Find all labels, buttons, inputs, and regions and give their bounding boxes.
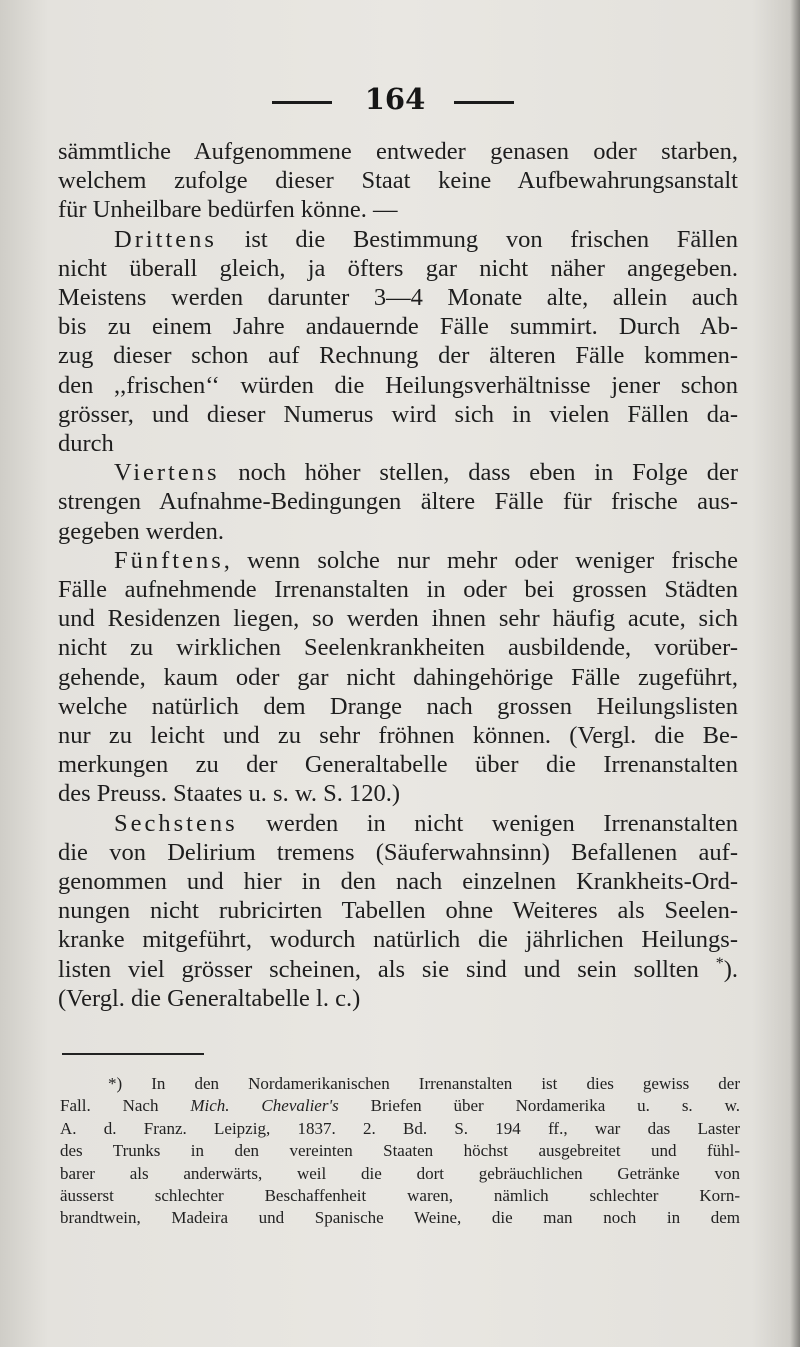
header-rule-left — [272, 101, 332, 104]
text-fragment: Fall. Nach — [60, 1096, 191, 1116]
paragraph-lead-word: Fünftens — [114, 546, 224, 574]
text-line: gegeben werden. — [58, 517, 224, 545]
text-line: nungen nicht rubricirten Tabellen ohne Weiteres als Seelen- — [58, 897, 738, 925]
text-fragment: , wenn solche nur mehr oder weniger frische — [223, 546, 738, 574]
text-line: sämmtliche Aufgenommene entweder genasen oder starben, — [58, 138, 738, 165]
footnote-line: barer als anderwärts, weil die dort gebräuchlichen Getränke von — [60, 1163, 740, 1183]
text-line: durch — [58, 430, 114, 458]
text-line: Meistens werden darunter 3—4 Monate alte, allein auch — [58, 284, 738, 312]
main-text — [58, 137, 738, 1013]
text-line: nur zu leicht und zu sehr fröhnen können. (Vergl. die Be- — [58, 722, 738, 750]
text-line: gehende, kaum oder gar nicht dahingehörige Fälle zugeführt, — [58, 663, 738, 691]
paragraph-lead-word: Sechstens — [114, 809, 238, 837]
page-header — [0, 82, 800, 122]
text-line: kranke mitgeführt, wodurch natürlich die jährlichen Heilungs- — [58, 926, 738, 954]
footnote-marker: *) — [108, 1074, 123, 1093]
text-line: die von Delirium tremens (Säuferwahnsinn) Befallenen auf- — [58, 838, 738, 866]
text-line: des Preuss. Staates u. s. w. S. 120.) — [58, 780, 401, 808]
footnote — [60, 1073, 740, 1230]
text-line: welche natürlich dem Drange nach grossen Heilungslisten — [58, 692, 738, 720]
text-fragment: noch höher stellen, dass eben in Folge der — [219, 459, 738, 487]
paragraph-sechstens — [58, 809, 738, 838]
text-fragment: listen viel grösser scheinen, als sie sind und sein sollten — [58, 955, 699, 983]
text-line: nicht überall gleich, ja öfters gar nicht näher angegeben. — [58, 254, 738, 282]
text-fragment: ist die Bestimmung von frischen Fällen — [216, 225, 738, 253]
footnote-line — [60, 1073, 740, 1095]
footnote-reference: * — [715, 954, 724, 972]
footnote-author: Mich. Chevalier's — [190, 1096, 339, 1116]
text-line: merkungen zu der Generaltabelle über die Irrenanstalten — [58, 751, 738, 779]
footnote-line: A. d. Franz. Leipzig, 1837. 2. Bd. S. 194 ff., war das Laster — [60, 1118, 740, 1138]
footnote-line: brandtwein, Madeira und Spanische Weine, die man noch in dem — [60, 1208, 740, 1228]
text-line: grösser, und dieser Numerus wird sich in vielen Fällen da- — [58, 400, 738, 428]
header-rule-right — [454, 101, 514, 104]
text-line: für Unheilbare bedürfen könne. — — [58, 196, 398, 224]
footnote-reference-close: ). — [723, 955, 739, 983]
footnote-line — [60, 1095, 740, 1117]
footnote-line: des Trunks in den vereinten Staaten höchst ausgebreitet und fühl- — [60, 1141, 740, 1161]
paragraph-fuenftens — [58, 546, 738, 575]
paragraph-drittens — [58, 225, 738, 254]
text-line: strengen Aufnahme-Bedingungen ältere Fälle für frische aus- — [58, 488, 738, 516]
text-line: nicht zu wirklichen Seelenkrankheiten ausbildende, vorüber- — [58, 634, 738, 662]
text-fragment: In den Nordamerikanischen Irrenanstalten ist dies gewiss der — [122, 1074, 740, 1093]
footnote-separator — [62, 1053, 204, 1055]
text-line: den ,,frischen‘‘ würden die Heilungsverhältnisse jener schon — [58, 371, 738, 399]
footnote-line: äusserst schlechter Beschaffenheit waren, nämlich schlechter Korn- — [60, 1186, 740, 1206]
text-line: bis zu einem Jahre andauernde Fälle summirt. Durch Ab- — [58, 313, 738, 341]
text-line: (Vergl. die Generaltabelle l. c.) — [58, 984, 361, 1012]
text-line: welchem zufolge dieser Staat keine Aufbewahrungsanstalt — [58, 167, 738, 195]
text-line: genommen und hier in den nach einzelnen Krankheits-Ord- — [58, 868, 738, 896]
page-number: 164 — [364, 82, 426, 116]
text-line: Fälle aufnehmende Irrenanstalten in oder bei grossen Städten — [58, 576, 738, 604]
text-line-with-footnote-ref — [58, 955, 738, 984]
text-line: zug dieser schon auf Rechnung der älteren Fälle kommen- — [58, 342, 738, 370]
paragraph-viertens — [58, 458, 738, 487]
text-fragment: Briefen über Nordamerika u. s. w. — [338, 1096, 741, 1116]
text-fragment: werden in nicht wenigen Irrenanstalten — [237, 809, 738, 837]
text-line: und Residenzen liegen, so werden ihnen sehr häufig acute, sich — [58, 605, 738, 633]
paragraph-lead-word: Drittens — [114, 225, 217, 253]
paragraph-lead-word: Viertens — [114, 459, 220, 487]
page-edge-shadow — [790, 0, 800, 1347]
